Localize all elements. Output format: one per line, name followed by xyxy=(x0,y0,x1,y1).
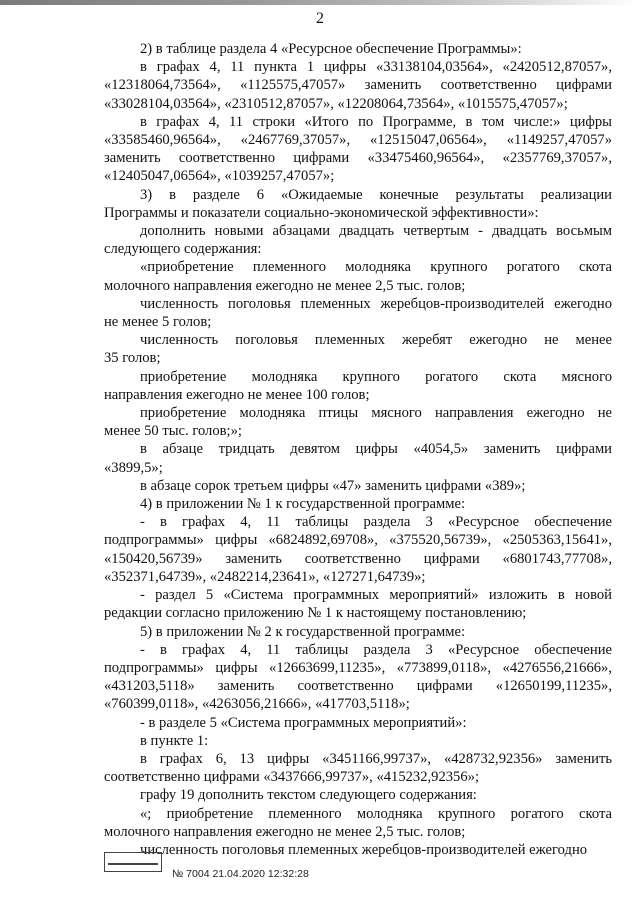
text-line: редакции согласно приложению № 1 к настоящему постановлению; xyxy=(104,605,527,622)
document-body xyxy=(104,40,612,859)
text-line: - в разделе 5 «Система программных мероприятий»: xyxy=(140,714,467,731)
text-line: Программы и показатели социально-экономической эффективности»: xyxy=(104,204,539,221)
text-line: следующего содержания: xyxy=(104,241,262,258)
text-line: не менее 5 голов; xyxy=(104,314,212,331)
text-line: в абзаце тридцать девятом цифры «4054,5» заменить цифрами xyxy=(140,441,612,458)
text-line: «3899,5»; xyxy=(104,459,163,476)
text-line: «приобретение племенного молодняка крупного рогатого скота xyxy=(140,259,612,276)
text-line: направления ежегодно не менее 100 голов; xyxy=(104,386,370,403)
text-line: - раздел 5 «Система программных мероприятий» изложить в новой xyxy=(140,587,612,604)
text-line: в абзаце сорок третьем цифры «47» заменить цифрами «389»; xyxy=(140,477,526,494)
text-line: 4) в приложении № 1 к государственной программе: xyxy=(140,496,466,513)
text-line: подпрограммы» цифры «6824892,69708», «375520,56739», «2505363,15641», xyxy=(104,532,612,549)
text-line: в графах 4, 11 строки «Итого по Программе, в том числе:» цифры xyxy=(140,113,612,130)
text-line: молочного направления ежегодно не менее 2,5 тыс. голов; xyxy=(104,823,466,840)
page-number: 2 xyxy=(316,10,324,27)
text-line: графу 19 дополнить текстом следующего содержания: xyxy=(140,787,477,804)
text-line: 2) в таблице раздела 4 «Ресурсное обеспечение Программы»: xyxy=(140,41,522,57)
text-line: «33028104,03564», «2310512,87057», «12208064,73564», «1015575,47057»; xyxy=(104,95,568,112)
text-line: в графах 4, 11 пункта 1 цифры «33138104,03564», «2420512,87057», xyxy=(140,59,612,76)
text-line: численность поголовья племенных жеребят ежегодно не менее xyxy=(140,332,612,349)
text-line: дополнить новыми абзацами двадцать четвертым - двадцать восьмым xyxy=(140,223,612,240)
text-line: заменить соответственно цифрами «33475460,96564», «2357769,37057», xyxy=(104,150,612,167)
text-line: 3) в разделе 6 «Ожидаемые конечные результаты реализации xyxy=(140,186,612,203)
text-line: «150420,56739» заменить соответственно цифрами «6801743,77708», xyxy=(104,550,612,567)
text-line: менее 50 тыс. голов;»; xyxy=(104,423,242,440)
text-line: «33585460,96564», «2467769,37057», «12515047,06564», «1149257,47057» xyxy=(104,132,612,149)
text-line: приобретение молодняка крупного рогатого скота мясного xyxy=(140,368,612,385)
text-line: «12405047,06564», «1039257,47057»; xyxy=(104,168,335,185)
text-line: «12318064,73564», «1125575,47057» заменить соответственно цифрами xyxy=(104,77,612,94)
text-line: в пункте 1: xyxy=(140,732,209,749)
text-line: численность поголовья племенных жеребцов-производителей ежегодно xyxy=(140,841,588,858)
text-line: - в графах 4, 11 таблицы раздела 3 «Ресурсное обеспечение xyxy=(140,641,612,658)
text-line: - в графах 4, 11 таблицы раздела 3 «Ресурсное обеспечение xyxy=(140,514,612,531)
text-line: приобретение молодняка птицы мясного направления ежегодно не xyxy=(140,405,612,422)
text-line: «431203,5118» заменить соответственно цифрами «12650199,11235», xyxy=(104,678,612,695)
text-line: численность поголовья племенных жеребцов-производителей ежегодно xyxy=(140,295,612,312)
text-line: 35 голов; xyxy=(104,350,161,367)
text-line: в графах 6, 13 цифры «3451166,99737», «428732,92356» заменить xyxy=(140,750,612,767)
document-registration-stamp: № 7004 21.04.2020 12:32:28 xyxy=(172,868,309,880)
text-line: подпрограммы» цифры «12663699,11235», «773899,0118», «4276556,21666», xyxy=(104,659,612,676)
text-line: «352371,64739», «2482214,23641», «127271,64739»; xyxy=(104,568,426,585)
text-line: молочного направления ежегодно не менее 2,5 тыс. голов; xyxy=(104,277,466,294)
text-line: «760399,0118», «4263056,21666», «417703,5118»; xyxy=(104,696,410,713)
scan-edge xyxy=(0,0,640,5)
seal-image xyxy=(104,852,162,872)
text-line: «; приобретение племенного молодняка крупного рогатого скота xyxy=(140,805,612,822)
text-line: 5) в приложении № 2 к государственной программе: xyxy=(140,623,466,640)
text-line: соответственно цифрами «3437666,99737», «415232,92356»; xyxy=(104,769,480,786)
